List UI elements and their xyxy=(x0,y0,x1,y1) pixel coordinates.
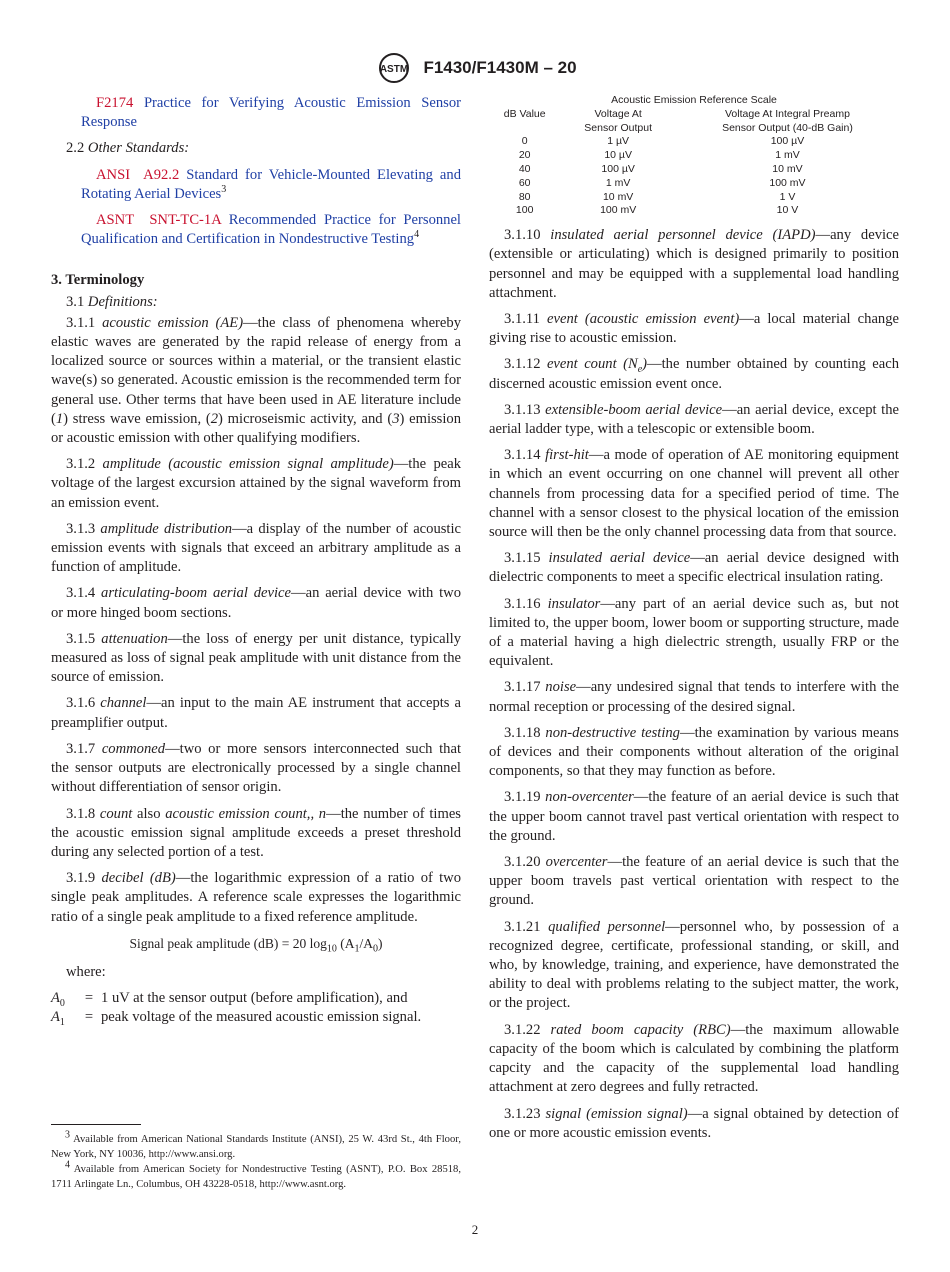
reference-ansi: ANSI A92.2 Standard for Vehicle-Mounted Elevating and Rotating Aerial Devices$^3$ xyxy=(81,166,461,202)
column-header: Voltage At Integral Preamp Sensor Output (40-dB Gain) xyxy=(722,107,853,134)
table-row: 20 10 µV 1 mV xyxy=(518,149,800,162)
page-header xyxy=(0,52,950,84)
where-label: where: xyxy=(66,963,106,980)
astm-logo-icon xyxy=(373,52,415,84)
footnote: $^3$ Available from American National Standards Institute (ANSI), 25 W. 43rd St., 4th Floor, New York, NY 10036, http://www.ansi.org. xyxy=(51,1129,461,1160)
definition-3-1-12: 3.1.12 event count $(N_e)—the$ number obtained by counting each discerned acoustic emission event once. xyxy=(489,356,899,392)
logo-text: ASTM xyxy=(380,64,409,75)
table-row: 60 1 mV 100 mV xyxy=(518,176,806,189)
table-row: 80 10 mV 1 V xyxy=(518,190,796,203)
symbol-definition: $A_0$ = 1 uV at the sensor output (before amplification), and xyxy=(51,990,408,1010)
definition-3-1-22: 3.1.22 rated boom capacity (RBC)—the maximum allowable capacity of the boom which is calculated by combining the platform capcity and the capacity of the supplemental load handling attachment at zero degrees and fully retracted. xyxy=(489,1021,899,1096)
table-row: 0 1 µV 100 µV xyxy=(521,135,805,148)
reference-title[interactable]: Recommended Practice for Personnel Qualification and Certification in Nondestructive Testing xyxy=(81,212,461,248)
definition-3-1-20: 3.1.20 overcenter—the feature of an aerial device is such that the upper boom travels past vertical orientation with respect to the ground. xyxy=(489,854,900,909)
definition-3-1-16: 3.1.16 insulator—any part of an aerial device such as, but not limited to, the upper boom, lower boom or supporting structure, made of a material having a high dielectric strength, usually FRP or the equivalent. xyxy=(489,595,899,670)
definition-3-1-21: 3.1.21 qualified personnel—personnel who, by possession of a recognized degree, certificate, professional standing, or skill, and who, by knowledge, training, and experience, have demonstrated the ability to deal with problems relating to the subject matter, the work, or the project. xyxy=(489,918,900,1012)
column-header: Voltage At Sensor Output xyxy=(584,107,653,134)
footnote-divider xyxy=(51,1124,141,1125)
left-column xyxy=(51,94,461,1028)
definition-3-1-15: 3.1.15 insulated aerial device—an aerial device designed with dielectric components to meet a specific electrical insulation rating. xyxy=(489,550,899,586)
definition-3-1-13: 3.1.13 extensible-boom aerial device—an aerial device, except the aerial ladder type, with a telescopic or extensible boom. xyxy=(489,401,899,437)
definition-3-1-2: 3.1.2 amplitude (acoustic emission signal amplitude)—the peak voltage of the largest excursion attained by the signal waveform from an emission event. xyxy=(51,456,461,511)
definition-3-1-18: 3.1.18 non-destructive testing—the examination by various means of devices and their components without alteration of the original components, so that they may function as before. xyxy=(489,724,899,780)
symbol-definition: $A_1$ = peak voltage of the measured acoustic emission signal. xyxy=(51,1009,422,1029)
reference-code[interactable]: ASNT SNT-TC-1A xyxy=(96,212,221,229)
definition-3-1-1: 3.1.1 acoustic emission (AE)—the class of phenomena whereby elastic waves are generated by the rapid release of energy from a localized source or sources within a material, or the transient elastic wave(s) so generated. Acoustic emission is the recommended term for general use. Other terms that have been used in AE literature include (1) stress wave emission, (2) microseismic activity, and (3) emission or acoustic emission with other qualifying modifiers. xyxy=(51,314,462,447)
reference-asnt: ASNT SNT-TC-1A Recommended Practice for Personnel Qualification and Certification in Nondestructive Testing$^4$ xyxy=(81,212,461,248)
definition-3-1-6: 3.1.6 channel—an input to the main AE instrument that accepts a preamplifier output. xyxy=(51,695,462,731)
page-number: 2 xyxy=(471,1222,479,1237)
definition-3-1-19: 3.1.19 non-overcenter—the feature of an aerial device is such that the upper boom cannot travel past vertical orientation with respect to the ground. xyxy=(489,789,899,844)
reference-f2174 xyxy=(51,94,461,132)
column-header: dB Value xyxy=(503,107,546,120)
table-caption: Acoustic Emission Reference Scale xyxy=(611,94,777,106)
decibel-equation: Signal peak amplitude (dB) = 20 $\log_{10} (A_1/A_0)$ xyxy=(129,935,383,955)
reference-title[interactable]: Practice for Verifying Acoustic Emission Sensor Response xyxy=(81,95,462,131)
reference-scale-table xyxy=(489,94,899,218)
definition-3-1-4: 3.1.4 articulating-boom aerial device—an aerial device with two or more hinged boom sections. xyxy=(51,585,461,621)
definition-3-1-3: 3.1.3 amplitude distribution—a display of the number of acoustic emission events with signals that exceed an arbitrary amplitude as a function of amplitude. xyxy=(51,520,462,576)
reference-title[interactable]: Standard for Vehicle-Mounted Elevating and Rotating Aerial Devices xyxy=(81,166,461,202)
definition-3-1-17: 3.1.17 noise—any undesired signal that tends to interfere with the normal reception or processing of the desired signal. xyxy=(489,679,899,715)
reference-code[interactable]: ANSI A92.2 xyxy=(96,166,180,183)
reference-code[interactable]: F2174 xyxy=(96,95,134,111)
definition-3-1-7: 3.1.7 commoned—two or more sensors interconnected such that the sensor outputs are electronically processed by a single channel without differentiation of sensor origin. xyxy=(51,740,461,796)
definition-3-1-11: 3.1.11 event (acoustic emission event)—a local material change giving rise to acoustic emission. xyxy=(489,310,899,347)
definition-3-1-23: 3.1.23 signal (emission signal)—a signal obtained by detection of one or more acoustic emission events. xyxy=(489,1105,899,1141)
definitions-heading: 3.1 Definitions: xyxy=(66,293,158,310)
definition-3-1-10: 3.1.10 insulated aerial personnel device (IAPD)—any device (extensible or articulating) which is designed primarily to position personnel and may be equipped with a supplemental load handling attachment. xyxy=(489,227,899,301)
table-row: 40 100 µV 10 mV xyxy=(518,162,803,175)
section-title: 3. Terminology xyxy=(51,272,145,289)
definition-3-1-14: 3.1.14 first-hit—a mode of operation of AE monitoring equipment in which an event occurring on one channel will prevent all other channels from processing data for a specified period of time. The channel with a sensor closest to the physical location of the emission source will then be the only channel processing data from that source. xyxy=(489,447,899,541)
definition-3-1-8: 3.1.8 count also acoustic emission count,, n—the number of times the acoustic emission signal amplitude exceeds a preset threshold during any selected portion of a test. xyxy=(51,805,461,860)
standard-designation: F1430/F1430M – 20 xyxy=(423,58,577,77)
table-row: 100 100 mV 10 V xyxy=(515,204,799,217)
right-column xyxy=(489,94,899,1150)
other-standards-heading: 2.2 Other Standards: xyxy=(66,140,190,157)
footnotes xyxy=(51,1129,461,1193)
table-header-row xyxy=(489,108,899,136)
definition-3-1-9: 3.1.9 decibel (dB)—the logarithmic expression of a ratio of two single peak amplitudes. A reference scale expresses the logarithmic ratio of a single peak amplitude to a fixed reference amplitude. xyxy=(51,870,461,925)
definition-3-1-5: 3.1.5 attenuation—the loss of energy per unit distance, typically measured as loss of signal peak amplitude with unit distance from the source of emission. xyxy=(51,630,461,686)
footnote: $^4$ Available from American Society for Nondestructive Testing (ASNT), P.O. Box 28518, 1711 Arlingate Ln., Columbus, OH 43228-0518, http://www.asnt.org. xyxy=(51,1159,461,1190)
